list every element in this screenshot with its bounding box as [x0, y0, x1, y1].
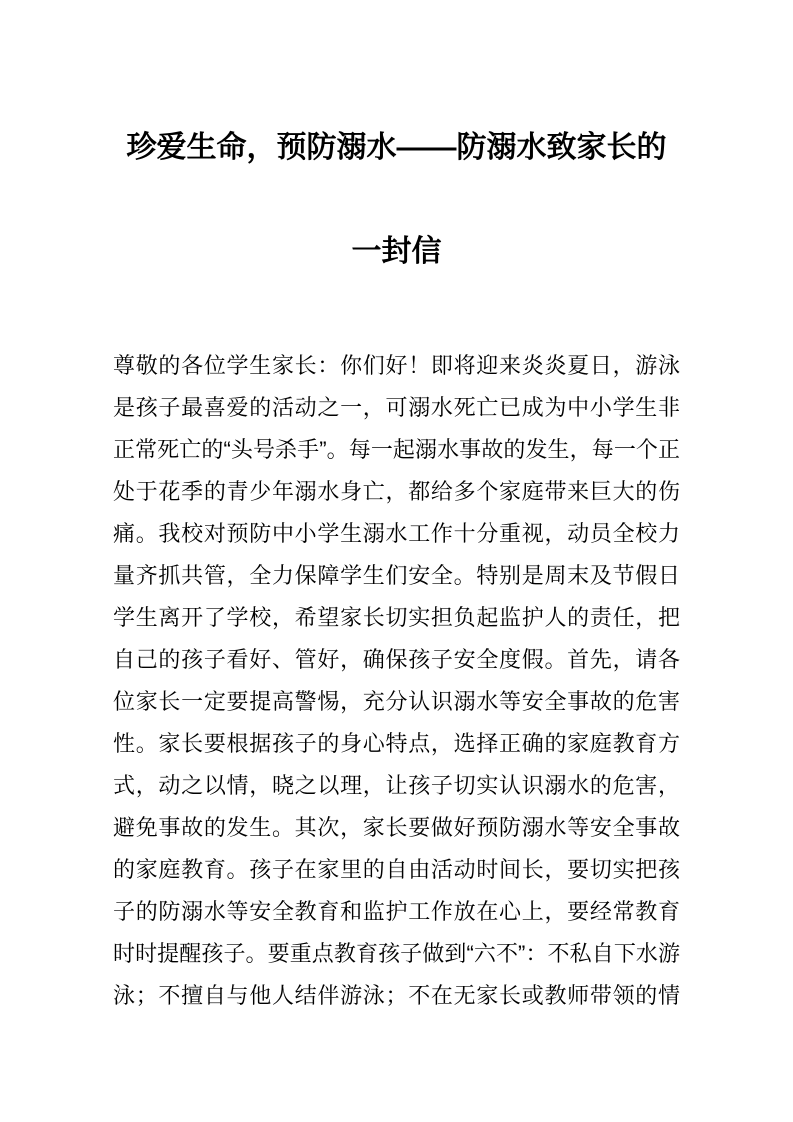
body-text-line: 学生离开了学校，希望家长切实担负起监护人的责任，把: [113, 605, 680, 630]
document-body: [113, 345, 680, 1017]
body-text-line: 式，动之以情，晓之以理，让孩子切实认识溺水的危害，: [113, 773, 680, 798]
body-text-line: 的家庭教育。孩子在家里的自由活动时间长，要切实把孩: [113, 857, 680, 882]
body-text-line: 自己的孩子看好、管好，确保孩子安全度假。首先，请各: [113, 647, 680, 672]
body-text-line: 是孩子最喜爱的活动之一，可溺水死亡已成为中小学生非: [113, 395, 680, 420]
title-line-2: 一封信: [351, 235, 442, 268]
body-text-line: 量齐抓共管，全力保障学生们安全。特别是周末及节假日: [113, 563, 680, 588]
body-text-line: 正常死亡的“头号杀手”。每一起溺水事故的发生，每一个正: [113, 437, 680, 462]
body-text-line: 子的防溺水等安全教育和监护工作放在心上，要经常教育: [113, 899, 680, 924]
body-text-line: 位家长一定要提高警惕，充分认识溺水等安全事故的危害: [113, 689, 680, 714]
body-text-line: 性。家长要根据孩子的身心特点，选择正确的家庭教育方: [113, 731, 680, 756]
body-text-line: 泳；不擅自与他人结伴游泳；不在无家长或教师带领的情: [113, 983, 680, 1008]
body-text-line: 避免事故的发生。其次，家长要做好预防溺水等安全事故: [113, 815, 680, 840]
body-text-line: 痛。我校对预防中小学生溺水工作十分重视，动员全校力: [113, 521, 680, 546]
body-text-line: 时时提醒孩子。要重点教育孩子做到“六不”：不私自下水游: [113, 941, 680, 966]
title-line-1: 珍爱生命，预防溺水——防溺水致家长的: [126, 131, 667, 164]
body-text-line: 处于花季的青少年溺水身亡，都给多个家庭带来巨大的伤: [113, 479, 680, 504]
document-title: [113, 96, 680, 304]
body-text-line: 尊敬的各位学生家长：你们好！即将迎来炎炎夏日，游泳: [113, 353, 680, 378]
